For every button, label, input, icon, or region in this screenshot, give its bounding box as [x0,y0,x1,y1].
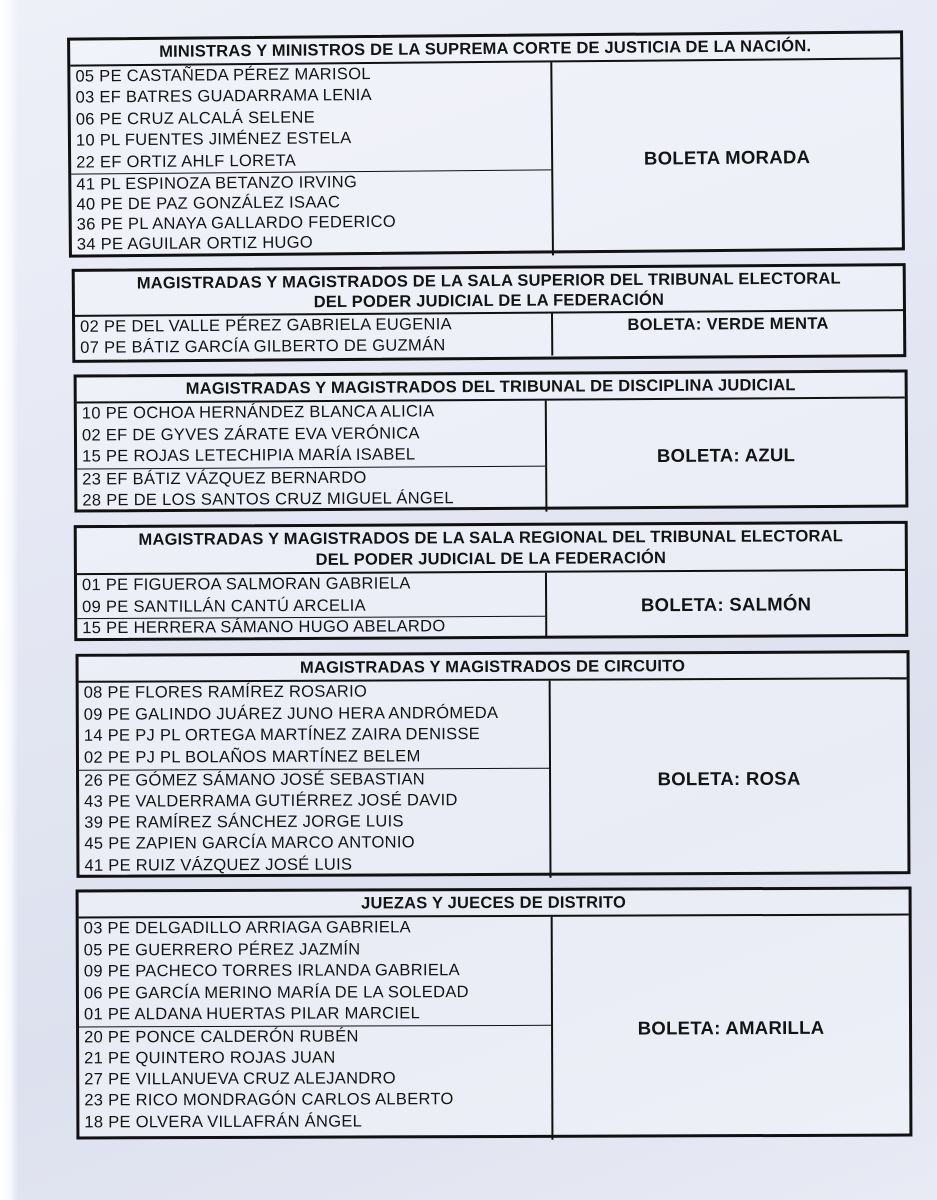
section-title-line-1: MAGISTRADAS Y MAGISTRADOS DE LA SALA SUPERIOR DEL TRIBUNAL ELECTORAL [136,269,841,293]
candidate-row: 21 PE QUINTERO ROJAS JUAN [84,1048,336,1068]
candidate-row: 05 PE GUERRERO PÉREZ JAZMÍN [83,939,361,959]
ballot-color-label: BOLETA MORADA [643,145,811,169]
ballot-color-label: BOLETA: ROSA [657,767,801,789]
candidate-row: 23 PE RICO MONDRAGÓN CARLOS ALBERTO [84,1090,454,1110]
candidate-row: 36 PE PL ANAYA GALLARDO FEDERICO [76,212,397,234]
candidate-row: 15 PE HERRERA SÁMANO HUGO ABELARDO [77,616,545,639]
candidate-row: 23 EF BÁTIZ VÁZQUEZ BERNARDO [77,465,545,490]
candidate-row: 09 PE SANTILLÁN CANTÚ ARCELIA [82,596,366,616]
ballot-color-label: BOLETA: SALMÓN [640,592,812,615]
candidate-row: 26 PE GÓMEZ SÁMANO JOSÉ SEBASTIAN [79,768,549,792]
candidate-row: 45 PE ZAPIEN GARCÍA MARCO ANTONIO [84,833,415,854]
candidate-row: 40 PE DE PAZ GONZÁLEZ ISAAC [76,193,341,214]
section-distrito [76,887,913,1140]
candidate-row: 18 PE OLVERA VILLAFRÁN ÁNGEL [84,1112,363,1132]
candidate-row: 10 PE OCHOA HERNÁNDEZ BLANCA ALICIA [81,402,435,423]
section-title: MAGISTRADAS Y MAGISTRADOS DEL TRIBUNAL DE DISCIPLINA JUDICIAL [77,372,905,403]
candidate-row: 41 PE RUIZ VÁZQUEZ JOSÉ LUIS [84,855,353,875]
candidate-row: 03 PE DELGADILLO ARRIAGA GABRIELA [83,918,411,938]
ballot-color-label: BOLETA: VERDE MENTA [627,314,829,335]
section-title-line-2: DEL PODER JUDICIAL DE LA FEDERACIÓN [313,290,665,312]
candidate-row: 28 PE DE LOS SANTOS CRUZ MIGUEL ÁNGEL [82,489,454,510]
candidate-row: 01 PE FIGUEROA SALMORAN GABRIELA [81,574,411,595]
section-suprema-corte [67,30,905,257]
ballot-color-label: BOLETA: AZUL [656,443,796,466]
candidate-row: 14 PE PJ PL ORTEGA MARTÍNEZ ZAIRA DENISSE [83,725,481,746]
candidate-row: 20 PE PONCE CALDERÓN RUBÉN [79,1024,551,1048]
candidate-row: 43 PE VALDERRAMA GUTIÉRREZ JOSÉ DAVID [84,791,458,811]
candidate-row: 41 PL ESPINOZA BETANZO IRVING [71,169,551,194]
section-circuito [76,650,911,878]
section-title [75,266,903,317]
candidate-row: 34 PE AGUILAR ORTIZ HUGO [76,233,314,254]
candidate-row: 27 PE VILLANUEVA CRUZ ALEJANDRO [84,1069,396,1089]
section-title: MAGISTRADAS Y MAGISTRADOS DE CIRCUITO [79,653,907,683]
section-disciplina-judicial [74,369,909,512]
section-title: JUEZAS Y JUECES DE DISTRITO [79,890,909,919]
candidate-row: 05 PE CASTAÑEDA PÉREZ MARISOL [75,65,371,86]
candidate-row: 06 PE GARCÍA MERINO MARÍA DE LA SOLEDAD [83,982,469,1002]
section-sala-superior [72,263,907,363]
section-title: MINISTRAS Y MINISTROS DE LA SUPREMA CORTE DE JUSTICIA DE LA NACIÓN. [70,33,900,66]
candidate-row: 01 PE ALDANA HUERTAS PILAR MARCIEL [83,1004,421,1024]
candidate-row: 03 EF BATRES GUADARRAMA LENIA [75,86,372,107]
section-title-line-1: MAGISTRADAS Y MAGISTRADOS DE LA SALA REGIONAL DEL TRIBUNAL ELECTORAL [138,527,844,549]
candidate-row: 06 PE CRUZ ALCALÁ SELENE [75,108,316,129]
candidate-row: 07 PE BÁTIZ GARCÍA GILBERTO DE GUZMÁN [80,336,446,357]
section-title [77,524,905,575]
candidate-row: 39 PE RAMÍREZ SÁNCHEZ JORGE LUIS [84,812,404,833]
candidate-row: 22 EF ORTIZ AHLF LORETA [76,151,297,172]
candidate-row: 02 PE DEL VALLE PÉREZ GABRIELA EUGENIA [80,315,452,336]
section-title-line-2: DEL PODER JUDICIAL DE LA FEDERACIÓN [315,549,667,569]
candidate-row: 08 PE FLORES RAMÍREZ ROSARIO [83,682,368,702]
candidate-row: 02 EF DE GYVES ZÁRATE EVA VERÓNICA [81,424,420,445]
candidate-row: 10 PL FUENTES JIMÉNEZ ESTELA [75,129,352,150]
paper-edge [0,0,18,1200]
section-sala-regional [74,521,909,641]
candidate-row: 15 PE ROJAS LETECHIPIA MARÍA ISABEL [82,445,416,466]
candidate-row: 02 PE PJ PL BOLAÑOS MARTÍNEZ BELEM [83,747,421,767]
candidate-row: 09 PE PACHECO TORRES IRLANDA GABRIELA [83,961,460,981]
ballot-color-label: BOLETA: AMARILLA [637,1016,825,1038]
candidate-row: 09 PE GALINDO JUÁREZ JUNO HERA ANDRÓMEDA [83,703,499,724]
